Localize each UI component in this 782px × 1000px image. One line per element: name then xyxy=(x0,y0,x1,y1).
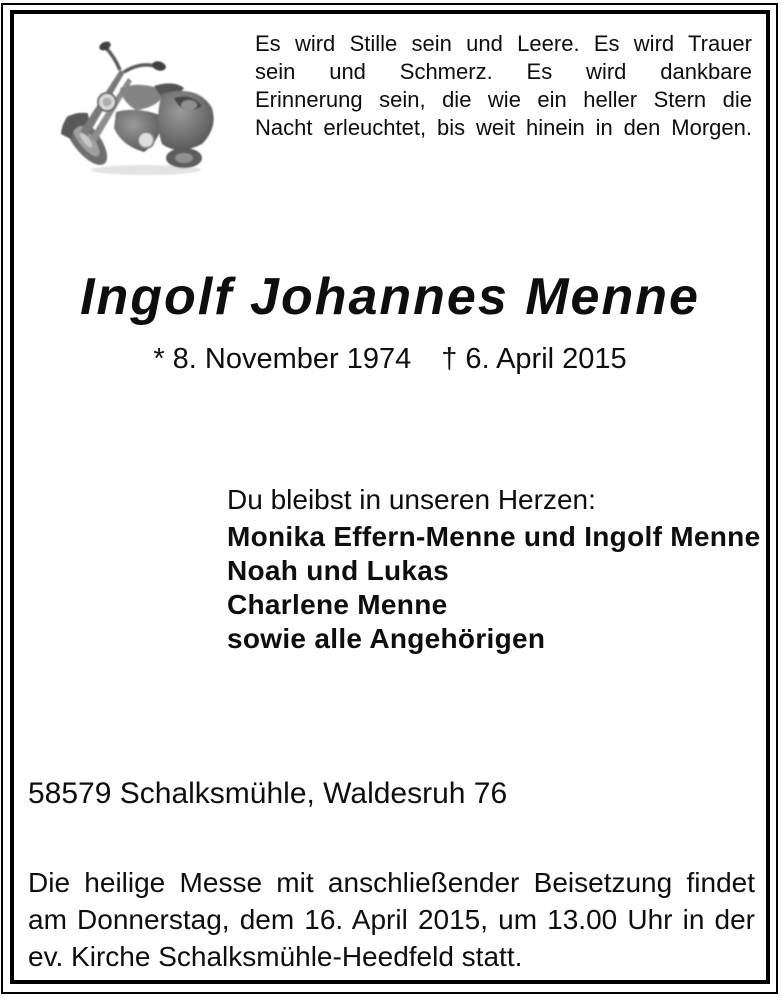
verse-line: Es wird Stille sein und Leere. Es wird Trauer xyxy=(255,31,752,56)
mourner-line: Monika Effern-Menne und Ingolf Menne xyxy=(227,521,761,552)
funeral-line: am Donnerstag, dem 16. April 2015, um 13.00 Uhr in der xyxy=(28,904,755,935)
deceased-name: Ingolf Johannes Menne xyxy=(80,268,700,326)
verse-line: sein und Schmerz. Es wird dankbare xyxy=(255,59,752,84)
mourners-list xyxy=(227,520,760,656)
funeral-announcement xyxy=(28,864,755,975)
mourner-line: sowie alle Angehörigen xyxy=(227,623,546,654)
motorcycle-image xyxy=(58,36,220,178)
verse-line: Erinnerung sein, die wie ein heller Stern die xyxy=(255,87,752,112)
death-date: † 6. April 2015 xyxy=(441,343,627,375)
verse-line: Nacht erleuchtet, bis weit hinein in den Morgen. xyxy=(255,115,752,140)
mourner-line: Noah und Lukas xyxy=(227,555,449,586)
family-address: 58579 Schalksmühle, Waldesruh 76 xyxy=(28,777,508,810)
funeral-line: ev. Kirche Schalksmühle-Heedfeld statt. xyxy=(28,941,523,972)
funeral-line: Die heilige Messe mit anschließender Beisetzung findet xyxy=(28,867,755,898)
motorcycle-icon xyxy=(58,36,220,178)
memorial-verse xyxy=(255,30,752,142)
farewell-line: Du bleibst in unseren Herzen: xyxy=(227,484,596,515)
mourner-line: Charlene Menne xyxy=(227,589,448,620)
birth-date: * 8. November 1974 xyxy=(153,343,412,375)
life-dates xyxy=(14,341,766,377)
